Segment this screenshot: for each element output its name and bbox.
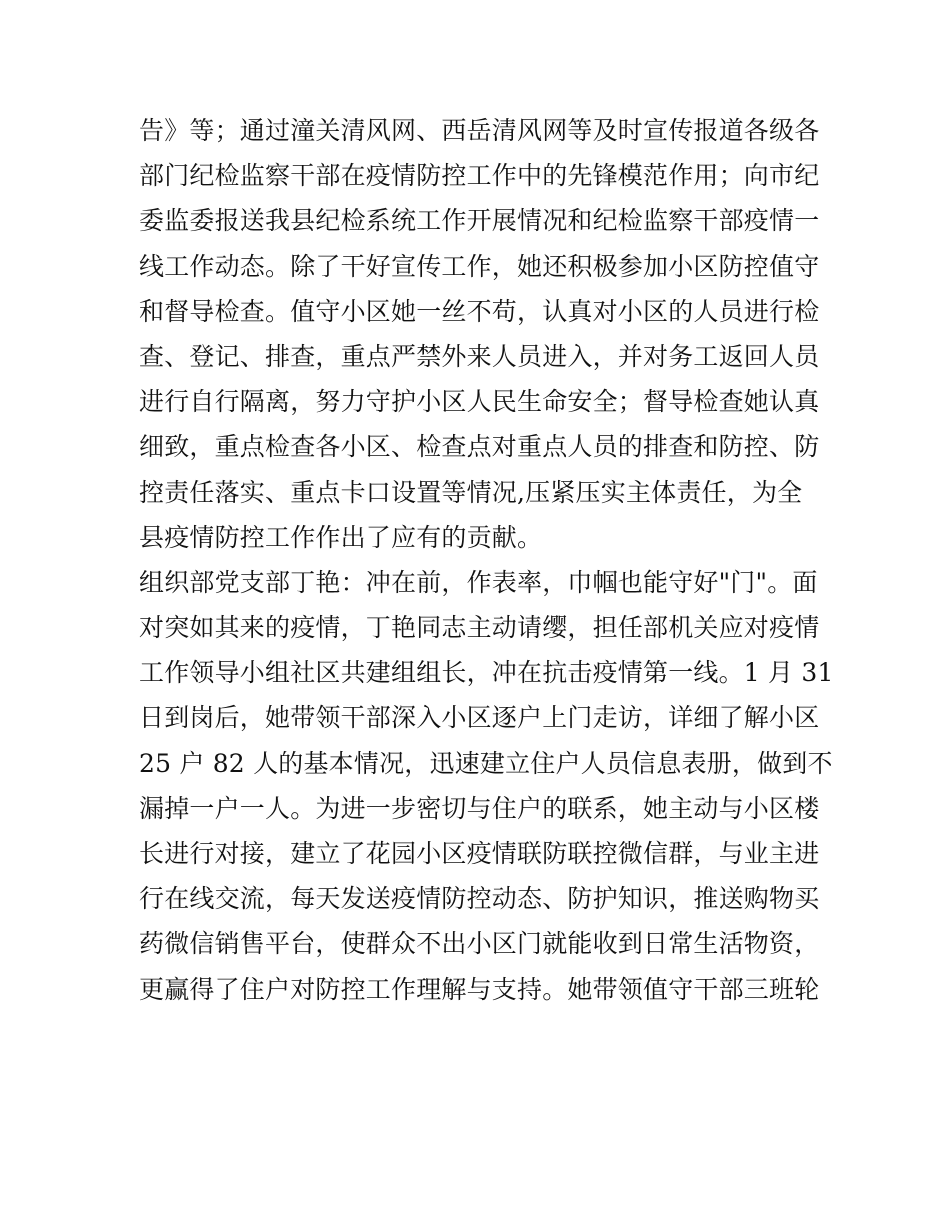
text-line: 线工作动态。除了干好宣传工作，她还积极参加小区防控值守 xyxy=(139,251,820,281)
text-line: 进行自行隔离，努力守护小区人民生命安全；督导检查她认真 xyxy=(139,387,820,417)
text-line: 委监委报送我县纪检系统工作开展情况和纪检监察干部疫情一 xyxy=(139,206,820,236)
text-line: 行在线交流，每天发送疫情防控动态、防护知识，推送购物买 xyxy=(139,884,820,914)
text-line: 部门纪检监察干部在疫情防控工作中的先锋模范作用；向市纪 xyxy=(139,161,820,191)
text-line: 控责任落实、重点卡口设置等情况,压紧压实主体责任，为全 xyxy=(139,477,803,507)
text-line: 更赢得了住户对防控工作理解与支持。她带领值守干部三班轮 xyxy=(139,974,820,1004)
text-line: 对突如其来的疫情，丁艳同志主动请缨，担任部机关应对疫情 xyxy=(139,613,820,643)
text-line: 25 户 82 人的基本情况，迅速建立住户人员信息表册，做到不 xyxy=(139,748,833,778)
text-line: 和督导检查。值守小区她一丝不苟，认真对小区的人员进行检 xyxy=(139,296,820,326)
text-line: 县疫情防控工作作出了应有的贡献。 xyxy=(139,522,543,552)
text-line: 组织部党支部丁艳：冲在前，作表率，巾帼也能守好"门"。面 xyxy=(139,567,818,597)
text-line: 长进行对接，建立了花园小区疫情联防联控微信群，与业主进 xyxy=(139,839,820,868)
text-line: 工作领导小组社区共建组组长，冲在抗击疫情第一线。1 月 31 xyxy=(139,658,834,688)
text-line: 药微信销售平台，使群众不出小区门就能收到日常生活物资， xyxy=(139,929,820,959)
text-line: 查、登记、排查，重点严禁外来人员进入，并对务工返回人员 xyxy=(139,341,820,371)
document-body xyxy=(139,108,834,1012)
text-line: 日到岗后，她带领干部深入小区逐户上门走访，详细了解小区 xyxy=(139,703,820,733)
text-line: 漏掉一户一人。为进一步密切与住户的联系，她主动与小区楼 xyxy=(139,793,820,823)
text-line: 告》等；通过潼关清风网、西岳清风网等及时宣传报道各级各 xyxy=(139,116,820,145)
text-line: 细致，重点检查各小区、检查点对重点人员的排查和防控、防 xyxy=(139,432,820,462)
paragraph-publicity-work xyxy=(139,108,819,560)
paragraph-organization-department xyxy=(139,560,834,1012)
